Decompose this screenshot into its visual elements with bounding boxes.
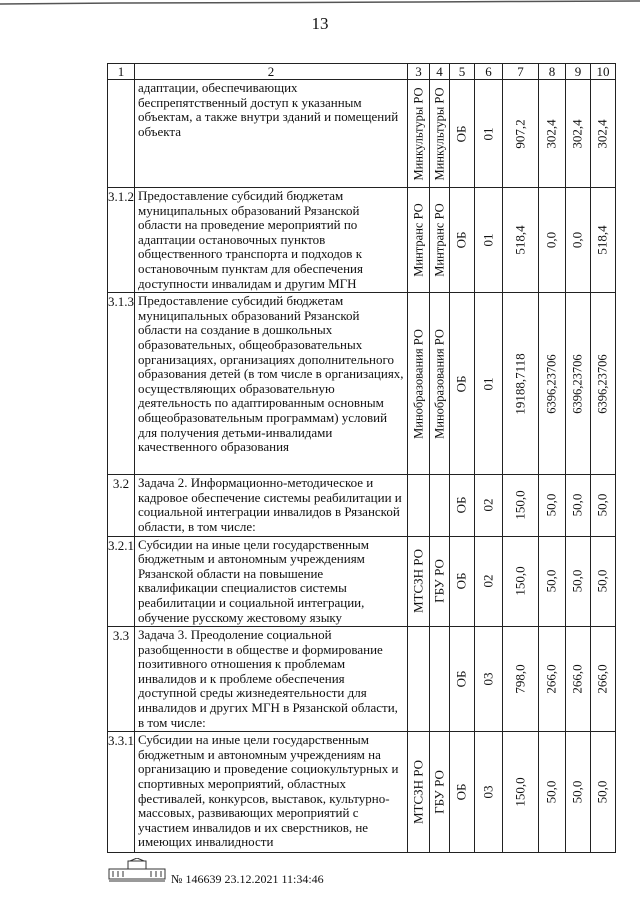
header-cell: 3 (408, 64, 430, 80)
co-executor: Минобразования РО (432, 328, 447, 439)
amount-year-3: 518,4 (594, 225, 610, 255)
program-activities-table (107, 63, 616, 853)
task-code: 03 (480, 672, 496, 686)
budget-source: ОБ (453, 783, 469, 801)
amount-year-2: 266,0 (569, 664, 585, 694)
registry-stamp-icon (108, 858, 166, 882)
budget-source: ОБ (453, 231, 469, 249)
amount-year-2: 50,0 (569, 569, 585, 593)
task-code: 02 (480, 574, 496, 588)
page-number: 13 (311, 14, 329, 33)
task-code: 01 (480, 233, 496, 247)
total-amount: 907,2 (512, 118, 528, 149)
responsible-executor: Минкультуры РО (411, 86, 426, 181)
amount-year-2: 0,0 (569, 231, 585, 249)
table-row (108, 80, 616, 188)
amount-year-2: 6396,23706 (570, 353, 585, 414)
document-footer (108, 858, 408, 898)
budget-source: ОБ (453, 125, 469, 142)
activity-description: Задача 2. Информационно-методическое и кадровое обеспечение системы реабилитации и социальной интеграции инвалидов в Рязанской области, в том числе: (135, 475, 408, 536)
activity-description: Предоставление субсидий бюджетам муниципальных образований Рязанской области на создание в дошкольных образовательных, общеобразовательных организациях, организациях дополнительного образования детей (в том числе в организациях, осуществляющих образовательную деятельность по адаптированным основным общеобразовательным программам) условий для получения детьми-инвалидами качественного образования (135, 293, 408, 475)
activity-description: Субсидии на иные цели государственным бюджетным и автономным учреждениям на организацию и проведение социокультурных и спортивных мероприятий, областных фестивалей, конкурсов, выставок, культурно-массовых, развивающих мероприятий с участием инвалидов и их сверстников, не имеющих инвалидности (135, 732, 408, 853)
budget-source: ОБ (453, 375, 469, 393)
header-cell: 6 (475, 64, 503, 80)
amount-year-1: 302,4 (543, 118, 559, 149)
header-cell: 2 (135, 64, 408, 80)
activity-description: Задача 3. Преодоление социальной разобщенности в обществе и формирование позитивного отношения к проблемам инвалидов и к проблеме обеспечения доступной среды жизнедеятельности для инвалидов и других МГН в Рязанской области, в том числе: (135, 627, 408, 732)
responsible-executor: МТСЗН РО (410, 760, 426, 825)
co-executor: Минкультуры РО (432, 86, 447, 181)
budget-source: ОБ (453, 670, 469, 688)
amount-year-3: 50,0 (594, 780, 610, 804)
amount-year-1: 0,0 (543, 231, 559, 249)
amount-year-1: 50,0 (543, 569, 559, 593)
co-executor: Минтранс РО (432, 203, 447, 277)
amount-year-3: 266,0 (594, 664, 610, 694)
header-row (108, 64, 616, 80)
responsible-executor: Минтранс РО (411, 203, 426, 277)
header-cell: 1 (108, 64, 135, 80)
row-number: 3.3.1 (108, 732, 135, 853)
table-row (108, 627, 616, 732)
row-number: 3.2.1 (108, 536, 135, 627)
amount-year-3: 6396,23706 (595, 353, 610, 414)
task-code: 02 (480, 498, 496, 512)
total-amount: 150,0 (512, 566, 528, 596)
activity-description: адаптации, обеспечивающих беспрепятственный доступ к указанным объектам, а также внутри зданий и помещений объекта (135, 80, 408, 188)
table-row (108, 732, 616, 853)
amount-year-2: 50,0 (569, 493, 585, 517)
table-row (108, 188, 616, 293)
row-number: 3.1.2 (108, 188, 135, 293)
activity-description: Предоставление субсидий бюджетам муниципальных образований Рязанской области на проведение мероприятий по адаптации остановочных пунктов общественного транспорта и подходов к остановочным пунктам для обеспечения доступности инвалидам и другим МГН (135, 188, 408, 293)
total-amount: 150,0 (512, 777, 528, 807)
scan-top-edge (0, 0, 640, 6)
task-code: 01 (480, 377, 496, 391)
amount-year-3: 302,4 (594, 118, 610, 149)
total-amount: 19188,7118 (512, 353, 528, 415)
header-cell: 8 (539, 64, 566, 80)
header-cell: 5 (450, 64, 475, 80)
co-executor: ГБУ РО (431, 559, 447, 604)
amount-year-1: 6396,23706 (544, 353, 559, 414)
responsible-executor: Минобразования РО (411, 328, 426, 439)
total-amount: 518,4 (512, 225, 528, 255)
table-row (108, 293, 616, 475)
row-number: 3.3 (108, 627, 135, 732)
amount-year-3: 50,0 (594, 569, 610, 593)
total-amount: 150,0 (512, 490, 528, 520)
budget-source: ОБ (453, 572, 469, 590)
responsible-executor: МТСЗН РО (410, 549, 426, 614)
header-cell: 10 (591, 64, 616, 80)
row-number: 3.1.3 (108, 293, 135, 475)
amount-year-3: 50,0 (594, 493, 610, 517)
activity-description: Субсидии на иные цели государственным бюджетным и автономным учреждениям Рязанской области на повышение квалификации специалистов системы реабилитации и социальной интеграции, обучение русскому жестовому языку (135, 536, 408, 627)
total-amount: 798,0 (512, 664, 528, 694)
amount-year-2: 302,4 (569, 118, 585, 149)
co-executor: ГБУ РО (431, 770, 447, 815)
amount-year-1: 266,0 (543, 664, 559, 694)
header-cell: 7 (503, 64, 539, 80)
budget-source: ОБ (453, 496, 469, 514)
header-cell: 4 (430, 64, 450, 80)
registration-number: № 146639 23.12.2021 11:34:46 (171, 872, 324, 886)
amount-year-1: 50,0 (543, 493, 559, 517)
row-number: 3.2 (108, 475, 135, 536)
table-row (108, 536, 616, 627)
task-code: 01 (480, 127, 496, 140)
amount-year-2: 50,0 (569, 780, 585, 804)
amount-year-1: 50,0 (543, 780, 559, 804)
task-code: 03 (480, 785, 496, 799)
table-row (108, 475, 616, 536)
row-number (108, 80, 135, 188)
header-cell: 9 (566, 64, 591, 80)
